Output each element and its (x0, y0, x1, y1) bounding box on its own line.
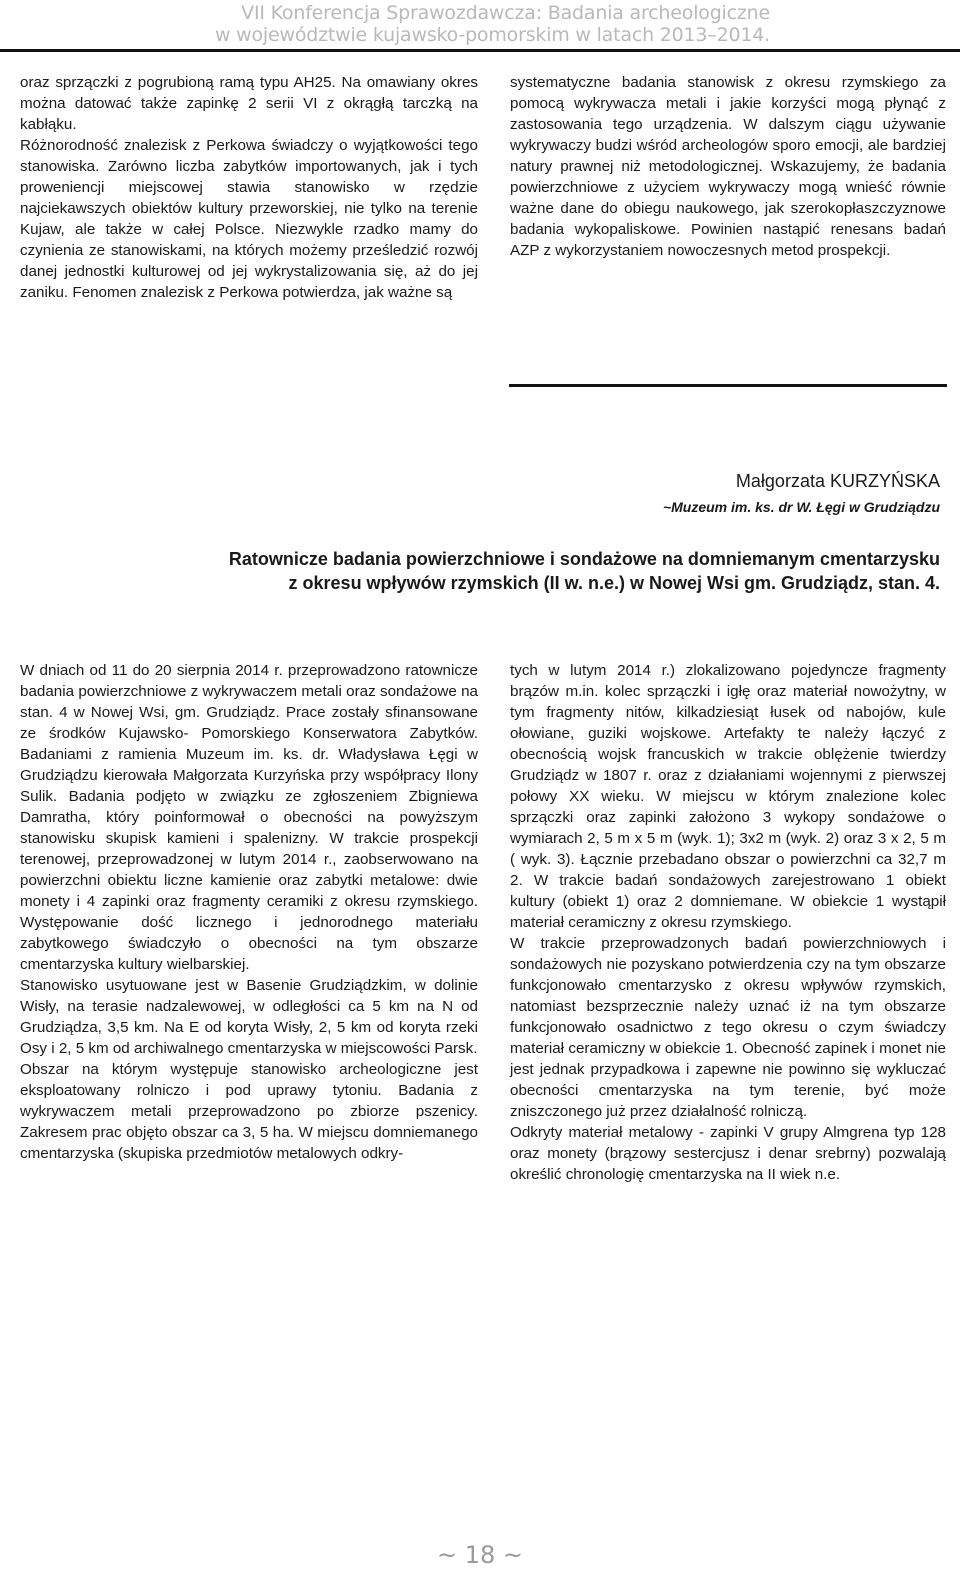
paragraph: Stanowisko usytuowane jest w Basenie Grudziądzkim, w dolinie Wisły, na terasie nadzalewowej, w odległości ca 5 km na N od Grudziądza, 3,5 km. Na E od koryta Wisły, 2, 5 km od koryta rzeki Osy i 2, 5 km od archiwalnego cmentarzyska w miejscowości Parsk. (20, 977, 478, 1057)
paragraph: Obszar na którym występuje stanowisko archeologiczne jest eksploatowany rolniczo i pod uprawy tytoniu. Badania z wykrywaczem metali przeprowadzono po zbiorze pszenicy. Zakresem prac objęto obszar ca 3, 5 ha. W miejscu domniemanego cmentarzyska (skupiska przedmiotów metalowych odkry- (20, 1061, 478, 1162)
column-top-left (20, 72, 478, 303)
header-rule (0, 49, 960, 52)
section-end-rule (509, 384, 947, 387)
column-bottom-left (20, 660, 478, 1164)
paragraph: oraz sprzączki z pogrubioną ramą typu AH25. Na omawiany okres można datować także zapinkę 2 serii VI z okrągłą tarczką na kabłąku. (20, 74, 478, 133)
author-affiliation: ~Muzeum im. ks. dr W. Łęgi w Grudziądzu (662, 499, 940, 515)
paragraph: systematyczne badania stanowisk z okresu rzymskiego za pomocą wykrywacza metali i jakie korzyści mogą płynąć z zastosowania tego urządzenia. W dalszym ciągu używanie wykrywaczy budzi wśród archeologów sporo emocji, ale bardziej natury prawnej niż metodologicznej. Wskazujemy, że badania powierzchniowe z użyciem wykrywaczy mogą wnieść równie ważne dane do obiegu naukowego, jak szerokopłaszczyznowe badania wykopaliskowe. Powinien nastąpić renesans badań AZP z wykorzystaniem nowoczesnych metod prospekcji. (510, 74, 946, 259)
running-header (10, 2, 770, 46)
paragraph: W trakcie przeprowadzonych badań powierzchniowych i sondażowych nie pozyskano potwierdzenia czy na tym obszarze funkcjonowało cmentarzysko z okresu wpływów rzymskich, natomiast bezsprzecznie należy uznać iż na tym obszarze funkcjonowało osadnictwo z tego okresu o czym świadczy materiał ceramiczny w obiekcie 1. Obecność zapinek i monet nie jest jednak przypadkowa i zapewne nie powinno się wykluczać obecności cmentarzyska na tym terenie, być może zniszczonego już przez działalność rolniczą. (510, 935, 946, 1120)
article-title-line-1: Ratownicze badania powierzchniowe i sondażowe na domniemanym cmentarzysku (228, 549, 940, 569)
running-header-line-1: VII Konferencja Sprawozdawcza: Badania archeologiczne (241, 2, 770, 24)
paragraph: Odkryty materiał metalowy - zapinki V grupy Almgrena typ 128 oraz monety (brązowy sestercjusz i denar srebrny) pozwalają określić chronologię cmentarzyska na II wiek n.e. (510, 1124, 946, 1183)
article-title (100, 547, 940, 595)
running-header-line-2: w województwie kujawsko-pomorskim w latach 2013–2014. (214, 24, 770, 46)
page-number: ~ 18 ~ (436, 1541, 523, 1569)
paragraph: W dniach od 11 do 20 sierpnia 2014 r. przeprowadzono ratownicze badania powierzchniowe z wykrywaczem metali oraz sondażowe na stan. 4 w Nowej Wsi, gm. Grudziądz. Prace zostały sfinansowane ze środków Kujawsko- Pomorskiego Konserwatora Zabytków. Badaniami z ramienia Muzeum im. ks. dr. Władysława Łęgi w Grudziądzu kierowała Małgorzata Kurzyńska przy współpracy Ilony Sulik. Badania podjęto w związku ze zgłoszeniem Zbigniewa Damratha, który poinformował o obecności na powyższym stanowisku skupisk kamieni i spalenizny. W trakcie prospekcji terenowej, przeprowadzonej w lutym 2014 r., zaobserwowano na powierzchni obiektu liczne kamienie oraz zabytki metalowe: dwie monety i 4 zapinki oraz fragmenty ceramiki z okresu rzymskiego. Występowanie dość licznego i jednorodnego materiału zabytkowego świadczyło o obecności na tym obszarze cmentarzyska kultury wielbarskiej. (20, 662, 478, 973)
author-name: Małgorzata KURZYŃSKA (735, 471, 940, 491)
column-bottom-right (510, 660, 946, 1185)
column-top-right (510, 72, 946, 261)
article-title-line-2: z okresu wpływów rzymskich (II w. n.e.) w Nowej Wsi gm. Grudziądz, stan. 4. (288, 573, 940, 593)
paragraph: Różnorodność znalezisk z Perkowa świadczy o wyjątkowości tego stanowiska. Zarówno liczba zabytków importowanych, jak i tych proweniencji miejscowej stawia stanowisko w rzędzie najciekawszych obiektów kultury przeworskiej, nie tylko na terenie Kujaw, ale także w całej Polsce. Niezwykle rzadko mamy do czynienia ze stanowiskami, na których możemy prześledzić rozwój danej jednostki kulturowej od jej wykrystalizowania się, aż do jej zaniku. Fenomen znalezisk z Perkowa potwierdza, jak ważne są (20, 137, 478, 301)
paragraph: tych w lutym 2014 r.) zlokalizowano pojedyncze fragmenty brązów m.in. kolec sprzączki i igłę oraz materiał nowożytny, w tym fragmenty nitów, kilkadziesiąt łusek od nabojów, kule ołowiane, guziki wojskowe. Artefakty te należy łączyć z obecnością wojsk francuskich w trakcie oblężenie twierdzy Grudziądz w 1807 r. oraz z działaniami wojennymi z pierwszej połowy XX wieku. W miejscu w którym znalezione kolec sprzączki oraz zapinki założono 3 wykopy sondażowe o wymiarach 2, 5 m x 5 m (wyk. 1); 3x2 m (wyk. 2) oraz 3 x 2, 5 m ( wyk. 3). Łącznie przebadano obszar o powierzchni ca 32,7 m 2. W trakcie badań sondażowych zarejestrowano 1 obiekt kultury (obiekt 1) oraz 2 domniemane. W obiekcie 1 wystąpił materiał ceramiczny z okresu rzymskiego. (510, 662, 946, 931)
